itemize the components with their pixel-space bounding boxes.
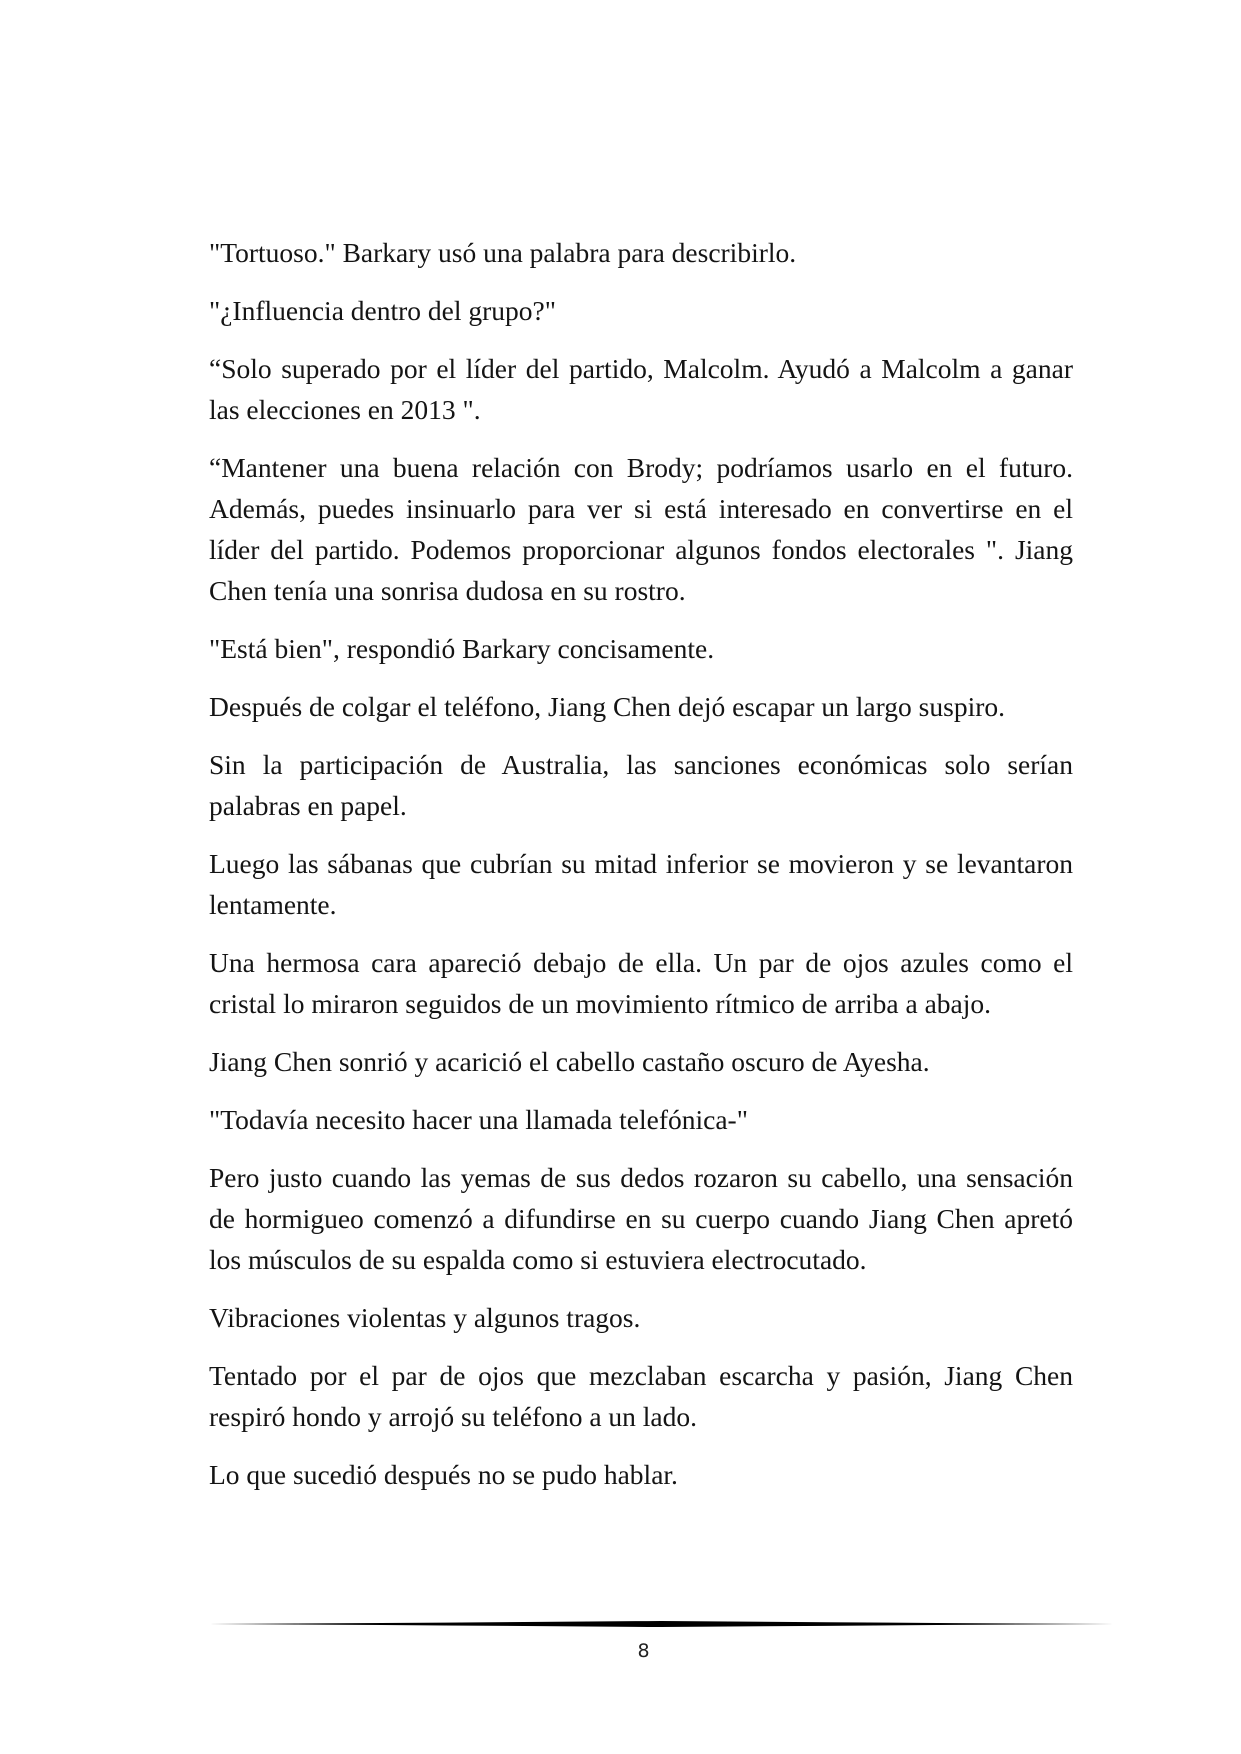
paragraph: Jiang Chen sonrió y acarició el cabello castaño oscuro de Ayesha.: [209, 1046, 930, 1077]
paragraph: “Solo superado por el líder del partido, Malcolm. Ayudó a Malcolm a ganar las elecciones en 2013 ".: [209, 353, 1073, 425]
text-body: [209, 232, 1073, 1512]
paragraph: Vibraciones violentas y algunos tragos.: [209, 1302, 641, 1333]
paragraph: Una hermosa cara apareció debajo de ella. Un par de ojos azules como el cristal lo miraron seguidos de un movimiento rítmico de arriba a abajo.: [209, 947, 1073, 1019]
paragraph: Lo que sucedió después no se pudo hablar.: [209, 1459, 678, 1490]
paragraph: Tentado por el par de ojos que mezclaban escarcha y pasión, Jiang Chen respiró hondo y arrojó su teléfono a un lado.: [209, 1360, 1073, 1432]
paragraph: Sin la participación de Australia, las sanciones económicas solo serían palabras en papel.: [209, 749, 1073, 821]
paragraph: "Todavía necesito hacer una llamada telefónica-": [209, 1104, 748, 1135]
paragraph: Luego las sábanas que cubrían su mitad inferior se movieron y se levantaron lentamente.: [209, 848, 1073, 920]
paragraph: “Mantener una buena relación con Brody; podríamos usarlo en el futuro. Además, puedes insinuarlo para ver si está interesado en convertirse en el líder del partido. Podemos proporcionar algunos fondos electorales ". Jiang Chen tenía una sonrisa dudosa en su rostro.: [209, 452, 1073, 606]
paragraph: "¿Influencia dentro del grupo?": [209, 295, 556, 326]
paragraph: "Tortuoso." Barkary usó una palabra para describirlo.: [209, 237, 797, 268]
paragraph: Pero justo cuando las yemas de sus dedos rozaron su cabello, una sensación de hormigueo comenzó a difundirse en su cuerpo cuando Jiang Chen apretó los músculos de su espalda como si estuviera electrocutado.: [209, 1162, 1073, 1275]
page-number: 8: [637, 1640, 650, 1662]
paragraph: Después de colgar el teléfono, Jiang Chen dejó escapar un largo suspiro.: [209, 691, 1005, 722]
paragraph: "Está bien", respondió Barkary concisamente.: [209, 633, 715, 664]
footer-divider: [209, 1618, 1114, 1630]
